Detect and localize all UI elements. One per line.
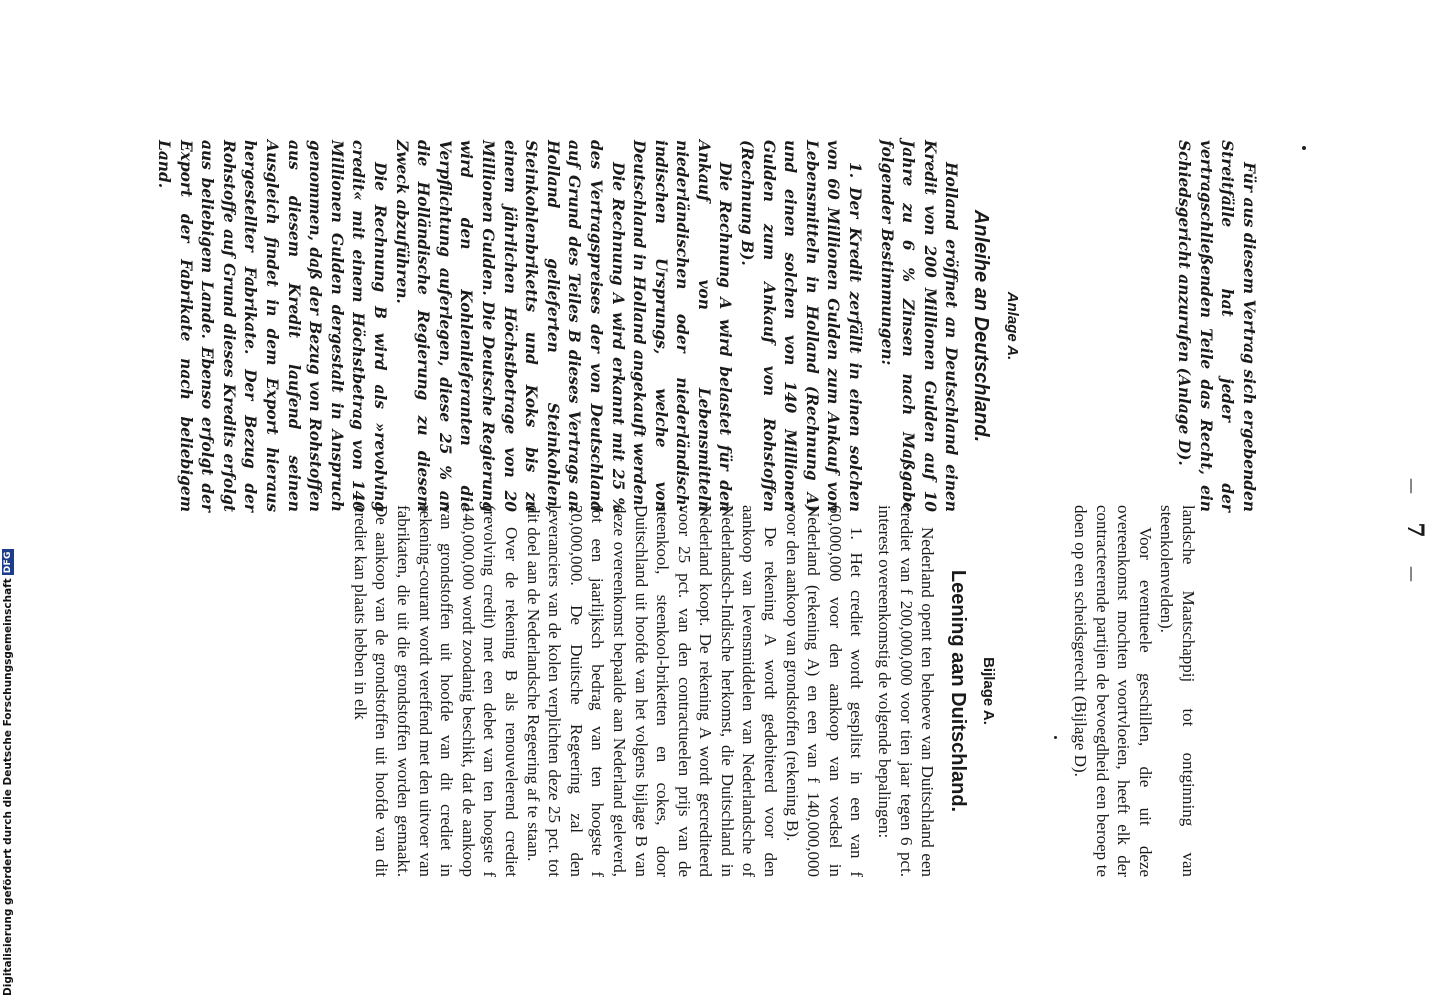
dutch-paragraph: Voor eventueele geschillen, die uit deze overeenkomst mochten voortvloeien, heeft elk der contracteerende partijen de bevoegdheid een beroep te doen op een scheidsgerecht (Bijlage D). — [1071, 505, 1155, 877]
german-paragraph: Die Rechnung A wird belastet für den Ankauf von Lebensmitteln niederländischen oder niederländisch-indischen Ursprungs, welche von Deutschland in Holland angekauft werden. — [630, 140, 735, 512]
dutch-annex-label: Bijlage A. — [980, 657, 998, 725]
dutch-paragraph: 1. Het crediet wordt gesplitst in een van f 60,000,000 voor den aankoop van voedsel in Nederland (rekening A) en een van f 140,000,000 voor den aankoop van grondstoffen (rekening B). — [782, 505, 867, 877]
digitization-credit — [2, 549, 14, 996]
german-column — [152, 140, 1259, 512]
german-section-heading: Anleihe an Deutschland. — [970, 209, 993, 443]
dutch-paragraph: Nederland opent ten behoeve van Duitschland een crediet van f 200,000,000 voor tien jaar tegen 6 pct. interest overeenkomstig de volgende bepalingen: — [875, 505, 938, 877]
dutch-paragraph: Over de rekening B als renouvelerend crediet (revolving credit) met een debet van ten hoogste f 140,000,000 wordt zoodanig beschikt, dat de aankoop van grondstoffen uit hoofde van dit crediet in rekening-courant wordt vereffend met den uitvoer van fabrikaten, die uit die grondstoffen worden gemaakt. De aankoop van de grondstoffen uit hoofde van dit crediet kan plaats hebben in elk — [350, 505, 521, 877]
german-paragraph: Die Rechnung B wird als »revolving credit« mit einem Höchstbetrag von 140 Millionen Gulden dergestalt in Anspruch genommen, daß der Bezug von Rohstoffen aus diesem Kredit laufend seinen Ausgleich findet in dem Export hieraus hergestellter Fabrikate. Der Bezug der Rohstoffe auf Grund dieses Kredits erfolgt aus beliebigem Lande. Ebenso erfolgt der Export der Fabrikate nach beliebigem Land. — [155, 140, 389, 512]
german-paragraph: 1. Der Kredit zerfällt in einen solchen von 60 Millionen Gulden zum Ankauf von Lebensmitteln in Holland (Rechnung A) und einen solchen von 140 Millionen Gulden zum Ankauf von Rohstoffen (Rechnung B). — [738, 140, 865, 512]
german-intro-paragraph: Für aus diesem Vertrag sich ergebenden Streitfälle hat jeder der vertragschließenden Teile das Recht, ein Schiedsgericht anzurufen (Anlage D). — [1175, 140, 1258, 512]
dutch-section-heading: Leening aan Duitschland. — [946, 569, 969, 813]
scan-speck — [1054, 736, 1057, 739]
dfg-logo-icon: DFG — [3, 551, 13, 574]
page-number-dash-right: — — [1403, 566, 1422, 582]
page-number-dash-left: — — [1403, 478, 1422, 494]
german-annex-label: Anlage A. — [1003, 291, 1021, 361]
scan-speck — [1302, 146, 1306, 150]
dutch-paragraph: De rekening A wordt gedebiteerd voor den aankoop van levensmiddelen van Nederlandsche of Nederlandsch-Indische herkomst, die Duitschland in Nederland koopt. De rekening A wordt gecrediteerd voor 25 pct. van den contractueelen prijs van de steenkool, steenkool-briketten en cokes, door Duitschland uit hoofde van het volgens bijlage B van deze overeenkomst bepaalde aan Nederland geleverd, tot een jaarlijksch bedrag van ten hoogste f 20,000,000. De Duitsche Regeering zal den leveranciers van de kolen verplichten deze 25 pct. tot dit doel aan de Nederlandsche Regeering af te staan. — [523, 505, 781, 877]
dutch-paragraph: landsche Maatschappij tot ontginning van steenkolenvelden). — [1157, 505, 1198, 877]
dutch-column — [349, 505, 1199, 877]
page-number: 7 — [1402, 522, 1428, 538]
german-paragraph: Die Rechnung A wird erkannt mit 25 % des Vertragspreises der von Deutschland auf Grund des Teiles B dieses Vertrags an Holland gelieferten Steinkohlen, Steinkohlenbriketts und Koks bis zu einem jährlichen Höchstbetrage von 20 Millionen Gulden. Die Deutsche Regierung wird den Kohlenlieferanten die Verpflichtung auferlegen, diese 25 % an die Holländische Regierung zu diesem Zweck abzuführen. — [392, 140, 627, 512]
german-paragraph: Holland eröffnet an Deutschland einen Kredit von 200 Millionen Gulden auf 10 Jahre zu 6 % Zinsen nach Maßgabe folgender Bestimmungen: — [877, 140, 961, 512]
digitization-credit-text: Digitalisierung gefördert durch die Deutsche Forschungsgemeinschaft — [2, 578, 14, 996]
